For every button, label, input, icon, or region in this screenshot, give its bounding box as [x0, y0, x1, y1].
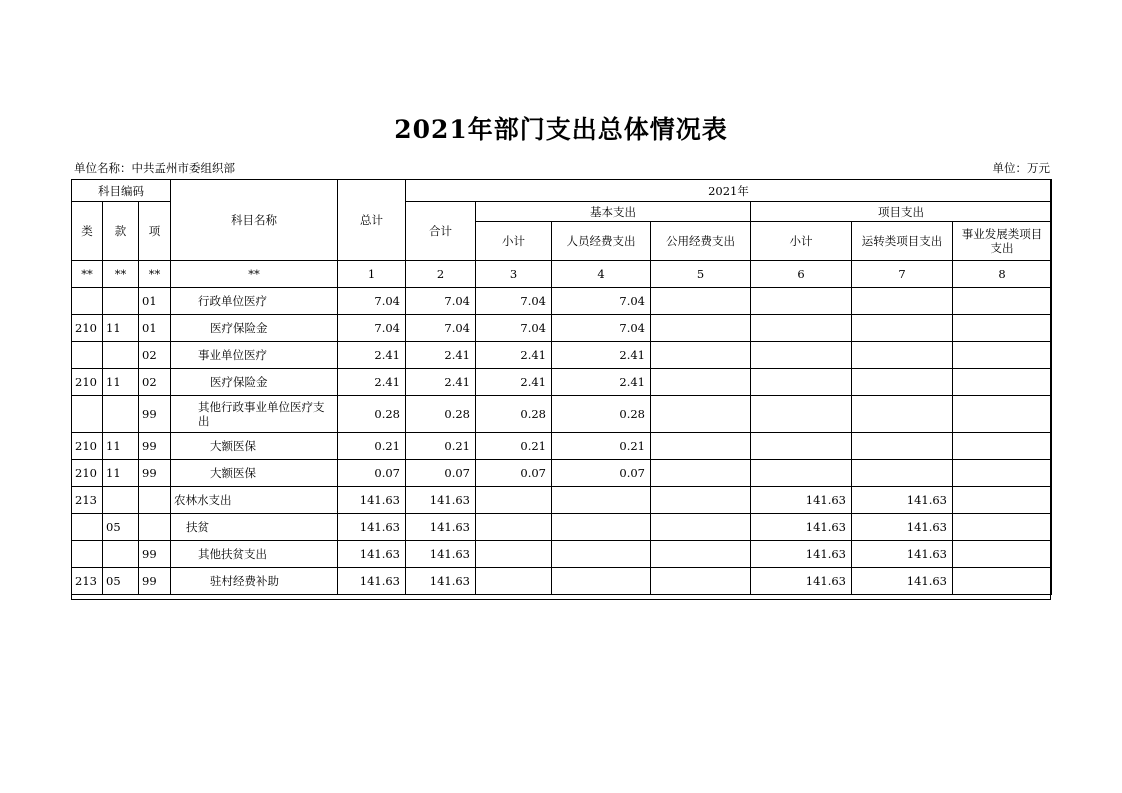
header-code-group: 科目编码 — [72, 180, 171, 202]
code-lei: 210 — [72, 369, 103, 396]
total-cell: 2.41 — [338, 369, 406, 396]
transfer-cell — [852, 433, 953, 460]
development-cell — [953, 369, 1052, 396]
code-kuan: 11 — [103, 433, 139, 460]
code-lei — [72, 514, 103, 541]
transfer-cell — [852, 288, 953, 315]
table-row — [72, 514, 1052, 541]
code-lei: 210 — [72, 460, 103, 487]
development-cell — [953, 460, 1052, 487]
development-cell — [953, 396, 1052, 433]
unit-label: 单位：万元 — [992, 161, 1050, 175]
transfer-cell: 141.63 — [852, 568, 953, 595]
public-cell — [651, 342, 751, 369]
development-cell — [953, 487, 1052, 514]
total-cell: 0.28 — [338, 396, 406, 433]
table-row — [72, 568, 1052, 595]
index-cell: 1 — [338, 261, 406, 288]
development-cell — [953, 433, 1052, 460]
project-subtotal-cell — [751, 288, 852, 315]
transfer-cell — [852, 342, 953, 369]
table-row — [72, 288, 1052, 315]
basic-subtotal-cell — [476, 541, 552, 568]
code-kuan: 11 — [103, 460, 139, 487]
basic-subtotal-cell — [476, 514, 552, 541]
sum-cell: 0.28 — [406, 396, 476, 433]
development-cell — [953, 514, 1052, 541]
transfer-cell: 141.63 — [852, 541, 953, 568]
development-cell — [953, 342, 1052, 369]
code-kuan: 11 — [103, 315, 139, 342]
code-kuan — [103, 288, 139, 315]
header-project-subtotal: 小计 — [751, 222, 852, 261]
total-cell: 141.63 — [338, 568, 406, 595]
code-kuan: 05 — [103, 514, 139, 541]
code-kuan — [103, 396, 139, 433]
project-subtotal-cell: 141.63 — [751, 541, 852, 568]
public-cell — [651, 433, 751, 460]
code-lei — [72, 396, 103, 433]
code-lei: 210 — [72, 433, 103, 460]
personnel-cell: 0.07 — [552, 460, 651, 487]
code-xiang: 02 — [139, 342, 171, 369]
code-xiang — [139, 487, 171, 514]
unit-name-label: 单位名称：中共孟州市委组织部 — [74, 161, 235, 175]
header-basic-subtotal: 小计 — [476, 222, 552, 261]
basic-subtotal-cell: 0.28 — [476, 396, 552, 433]
subject-name: 医疗保险金 — [171, 315, 338, 342]
header-sum: 合计 — [406, 202, 476, 261]
public-cell — [651, 288, 751, 315]
transfer-cell — [852, 460, 953, 487]
basic-subtotal-cell: 2.41 — [476, 342, 552, 369]
header-project: 项目支出 — [751, 202, 1052, 222]
personnel-cell — [552, 541, 651, 568]
index-cell: ** — [72, 261, 103, 288]
index-cell: 4 — [552, 261, 651, 288]
personnel-cell: 2.41 — [552, 369, 651, 396]
subject-name: 扶贫 — [171, 514, 338, 541]
project-subtotal-cell: 141.63 — [751, 514, 852, 541]
subject-name: 其他行政事业单位医疗支出 — [171, 396, 338, 433]
code-lei: 213 — [72, 487, 103, 514]
table-row — [72, 369, 1052, 396]
project-subtotal-cell — [751, 460, 852, 487]
header-year: 2021年 — [406, 180, 1052, 202]
page-title: 2021年部门支出总体情况表 — [394, 115, 728, 144]
code-kuan: 11 — [103, 369, 139, 396]
header-public: 公用经费支出 — [651, 222, 751, 261]
project-subtotal-cell — [751, 433, 852, 460]
total-cell: 7.04 — [338, 315, 406, 342]
sum-cell: 141.63 — [406, 514, 476, 541]
subject-name: 医疗保险金 — [171, 369, 338, 396]
header-kuan: 款 — [103, 202, 139, 261]
table-row — [72, 396, 1052, 433]
index-cell: 6 — [751, 261, 852, 288]
subject-name: 驻村经费补助 — [171, 568, 338, 595]
code-kuan: 05 — [103, 568, 139, 595]
sum-cell: 141.63 — [406, 568, 476, 595]
code-xiang: 99 — [139, 541, 171, 568]
project-subtotal-cell: 141.63 — [751, 487, 852, 514]
index-row — [72, 261, 1052, 288]
subject-name: 大额医保 — [171, 433, 338, 460]
code-xiang: 01 — [139, 288, 171, 315]
header-total: 总计 — [338, 180, 406, 261]
public-cell — [651, 568, 751, 595]
header-xiang: 项 — [139, 202, 171, 261]
index-cell: ** — [171, 261, 338, 288]
basic-subtotal-cell — [476, 568, 552, 595]
code-xiang: 99 — [139, 396, 171, 433]
code-xiang: 99 — [139, 460, 171, 487]
development-cell — [953, 288, 1052, 315]
code-lei — [72, 342, 103, 369]
index-cell: 7 — [852, 261, 953, 288]
table-row — [72, 541, 1052, 568]
total-cell: 141.63 — [338, 487, 406, 514]
code-xiang: 99 — [139, 568, 171, 595]
sum-cell: 2.41 — [406, 369, 476, 396]
code-lei: 210 — [72, 315, 103, 342]
sum-cell: 141.63 — [406, 541, 476, 568]
total-cell: 7.04 — [338, 288, 406, 315]
transfer-cell: 141.63 — [852, 514, 953, 541]
code-kuan — [103, 541, 139, 568]
table-row — [72, 460, 1052, 487]
public-cell — [651, 369, 751, 396]
subject-name: 其他扶贫支出 — [171, 541, 338, 568]
index-cell: 8 — [953, 261, 1052, 288]
code-kuan — [103, 342, 139, 369]
development-cell — [953, 568, 1052, 595]
total-cell: 141.63 — [338, 514, 406, 541]
code-xiang: 02 — [139, 369, 171, 396]
total-cell: 0.07 — [338, 460, 406, 487]
personnel-cell — [552, 514, 651, 541]
basic-subtotal-cell: 0.07 — [476, 460, 552, 487]
development-cell — [953, 541, 1052, 568]
public-cell — [651, 460, 751, 487]
index-cell: 5 — [651, 261, 751, 288]
code-lei — [72, 288, 103, 315]
code-lei — [72, 541, 103, 568]
basic-subtotal-cell: 7.04 — [476, 315, 552, 342]
total-cell: 2.41 — [338, 342, 406, 369]
personnel-cell — [552, 487, 651, 514]
public-cell — [651, 396, 751, 433]
project-subtotal-cell — [751, 369, 852, 396]
development-cell — [953, 315, 1052, 342]
sum-cell: 0.07 — [406, 460, 476, 487]
sum-cell: 0.21 — [406, 433, 476, 460]
basic-subtotal-cell: 7.04 — [476, 288, 552, 315]
index-cell: ** — [103, 261, 139, 288]
transfer-cell — [852, 315, 953, 342]
header-personnel: 人员经费支出 — [552, 222, 651, 261]
project-subtotal-cell — [751, 342, 852, 369]
header-basic: 基本支出 — [476, 202, 751, 222]
code-xiang: 01 — [139, 315, 171, 342]
transfer-cell: 141.63 — [852, 487, 953, 514]
sum-cell: 141.63 — [406, 487, 476, 514]
sum-cell: 2.41 — [406, 342, 476, 369]
total-cell: 0.21 — [338, 433, 406, 460]
header-subject-name: 科目名称 — [171, 180, 338, 261]
sum-cell: 7.04 — [406, 315, 476, 342]
public-cell — [651, 541, 751, 568]
transfer-cell — [852, 369, 953, 396]
subject-name: 事业单位医疗 — [171, 342, 338, 369]
table-row — [72, 342, 1052, 369]
header-development: 事业发展类项目支出 — [953, 222, 1052, 261]
index-cell: 3 — [476, 261, 552, 288]
project-subtotal-cell: 141.63 — [751, 568, 852, 595]
basic-subtotal-cell: 2.41 — [476, 369, 552, 396]
personnel-cell — [552, 568, 651, 595]
code-xiang: 99 — [139, 433, 171, 460]
code-xiang — [139, 514, 171, 541]
public-cell — [651, 514, 751, 541]
subject-name: 行政单位医疗 — [171, 288, 338, 315]
personnel-cell: 2.41 — [552, 342, 651, 369]
index-cell: 2 — [406, 261, 476, 288]
subject-name: 农林水支出 — [171, 487, 338, 514]
total-cell: 141.63 — [338, 541, 406, 568]
personnel-cell: 7.04 — [552, 315, 651, 342]
table-row — [72, 433, 1052, 460]
code-kuan — [103, 487, 139, 514]
table-row — [72, 315, 1052, 342]
personnel-cell: 7.04 — [552, 288, 651, 315]
public-cell — [651, 487, 751, 514]
header-lei: 类 — [72, 202, 103, 261]
project-subtotal-cell — [751, 396, 852, 433]
table-row — [72, 487, 1052, 514]
subject-name: 大额医保 — [171, 460, 338, 487]
sum-cell: 7.04 — [406, 288, 476, 315]
public-cell — [651, 315, 751, 342]
personnel-cell: 0.21 — [552, 433, 651, 460]
project-subtotal-cell — [751, 315, 852, 342]
index-cell: ** — [139, 261, 171, 288]
header-transfer: 运转类项目支出 — [852, 222, 953, 261]
basic-subtotal-cell: 0.21 — [476, 433, 552, 460]
transfer-cell — [852, 396, 953, 433]
basic-subtotal-cell — [476, 487, 552, 514]
expenditure-table — [71, 179, 1052, 595]
personnel-cell: 0.28 — [552, 396, 651, 433]
code-lei: 213 — [72, 568, 103, 595]
